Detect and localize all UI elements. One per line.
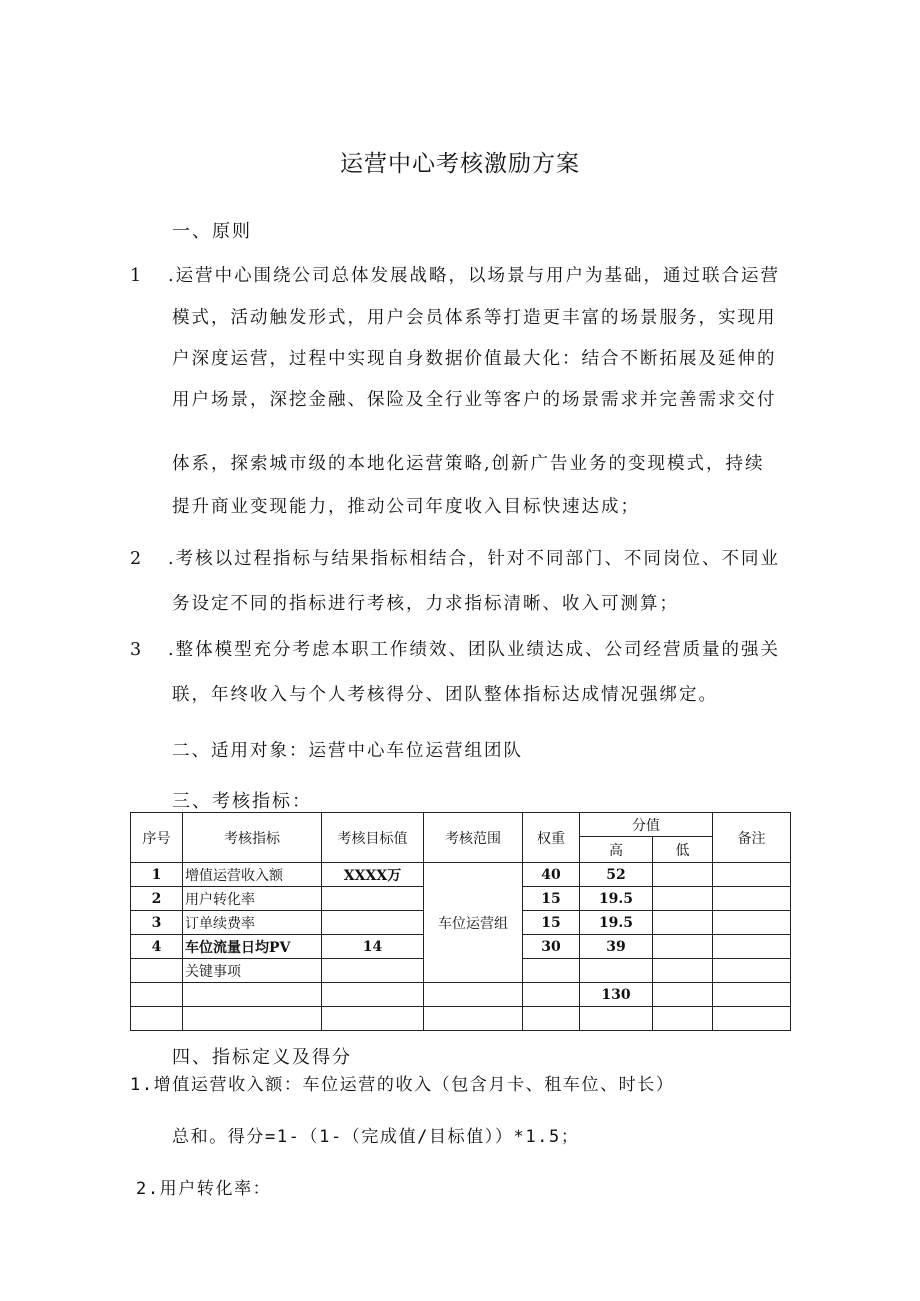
principle-item-1-line-3: 户深度运营，过程中实现自身数据价值最大化：结合不断拓展及延伸的 [172, 349, 777, 369]
cell-target [322, 1007, 424, 1031]
cell-weight: 40 [523, 863, 580, 887]
principle-item-2-line-1: 2 .考核以过程指标与结果指标相结合，针对不同部门、不同岗位、不同业 [130, 549, 781, 569]
header-scope: 考核范围 [424, 813, 523, 863]
header-low: 低 [653, 837, 713, 863]
cell-seq: 1 [131, 863, 183, 887]
cell-seq: 3 [131, 911, 183, 935]
cell-weight [523, 959, 580, 983]
definition-2: 2.用户转化率： [136, 1179, 272, 1199]
cell-target [322, 911, 424, 935]
cell-high: 39 [580, 935, 653, 959]
cell-remark [713, 959, 791, 983]
cell-low [653, 983, 713, 1007]
cell-target [322, 959, 424, 983]
cell-indicator: 关键事项 [183, 959, 322, 983]
cell-low [653, 959, 713, 983]
cell-weight: 30 [523, 935, 580, 959]
cell-weight: 15 [523, 887, 580, 911]
principle-item-1-number: 1 [130, 266, 144, 286]
cell-seq: 4 [131, 935, 183, 959]
principle-item-1-line-1: 1 .运营中心围绕公司总体发展战略，以场景与用户为基础，通过联合运营 [130, 266, 781, 286]
cell-remark [713, 935, 791, 959]
document-title: 运营中心考核激励方案 [340, 151, 580, 177]
cell-indicator [183, 983, 322, 1007]
cell-scope [424, 983, 523, 1007]
definition-1-line-2: 总和。得分=1-（1-（完成值/目标值））*1.5； [172, 1127, 580, 1147]
table-row [131, 863, 791, 887]
cell-total-high: 130 [580, 983, 653, 1007]
cell-indicator: 车位流量日均PV [183, 935, 322, 959]
cell-indicator: 增值运营收入额 [183, 863, 322, 887]
cell-seq: 2 [131, 887, 183, 911]
cell-remark [713, 863, 791, 887]
principle-item-1-line-4: 用户场景，深挖金融、保险及全行业等客户的场景需求并完善需求交付 [172, 390, 777, 410]
cell-low [653, 863, 713, 887]
cell-high: 19.5 [580, 911, 653, 935]
cell-remark [713, 887, 791, 911]
cell-indicator: 订单续费率 [183, 911, 322, 935]
table-row [131, 983, 791, 1007]
principle-item-3-line-2: 联，年终收入与个人考核得分、团队整体指标达成情况强绑定。 [172, 685, 718, 705]
cell-weight: 15 [523, 911, 580, 935]
header-high: 高 [580, 837, 653, 863]
cell-low [653, 1007, 713, 1031]
cell-seq [131, 1007, 183, 1031]
cell-high [580, 959, 653, 983]
principle-item-2-number: 2 [130, 549, 144, 569]
cell-high: 19.5 [580, 887, 653, 911]
cell-low [653, 911, 713, 935]
section-2-applicable-target: 二、适用对象：运营中心车位运营组团队 [172, 741, 523, 761]
cell-remark [713, 983, 791, 1007]
cell-target: XXXX万 [322, 863, 424, 887]
cell-target: 14 [322, 935, 424, 959]
cell-scope [424, 1007, 523, 1031]
cell-low [653, 935, 713, 959]
cell-high: 52 [580, 863, 653, 887]
definition-1-line-1: 1.增值运营收入额：车位运营的收入（包含月卡、租车位、时长） [130, 1075, 675, 1095]
header-target: 考核目标值 [322, 813, 424, 863]
table-row [131, 1007, 791, 1031]
cell-seq [131, 983, 183, 1007]
cell-indicator: 用户转化率 [183, 887, 322, 911]
section-3-heading: 三、考核指标： [172, 791, 312, 812]
table-header-row [131, 813, 791, 837]
cell-indicator [183, 1007, 322, 1031]
cell-seq [131, 959, 183, 983]
principle-item-2-line-2: 务设定不同的指标进行考核，力求指标清晰、收入可测算； [172, 594, 679, 614]
principle-item-1-line-6: 提升商业变现能力，推动公司年度收入目标快速达成； [172, 497, 640, 517]
section-4-heading: 四、指标定义及得分 [172, 1047, 352, 1068]
principle-item-3-line-1: 3 .整体模型充分考虑本职工作绩效、团队业绩达成、公司经营质量的强关 [130, 640, 781, 660]
cell-high [580, 1007, 653, 1031]
cell-target [322, 983, 424, 1007]
principle-item-1-line-5: 体系，探索城市级的本地化运营策略,创新广告业务的变现模式，持续 [172, 454, 765, 474]
header-seq: 序号 [131, 813, 183, 863]
principle-item-1-line-2: 模式，活动触发形式，用户会员体系等打造更丰富的场景服务，实现用 [172, 308, 777, 328]
header-score: 分值 [580, 813, 713, 837]
section-1-heading: 一、原则 [172, 221, 252, 242]
assessment-table [130, 812, 791, 1031]
header-indicator: 考核指标 [183, 813, 322, 863]
cell-scope: 车位运营组 [424, 863, 523, 983]
cell-low [653, 887, 713, 911]
header-weight: 权重 [523, 813, 580, 863]
header-remark: 备注 [713, 813, 791, 863]
cell-weight [523, 983, 580, 1007]
principle-item-3-number: 3 [130, 640, 144, 660]
cell-target [322, 887, 424, 911]
cell-remark [713, 1007, 791, 1031]
cell-remark [713, 911, 791, 935]
cell-weight [523, 1007, 580, 1031]
